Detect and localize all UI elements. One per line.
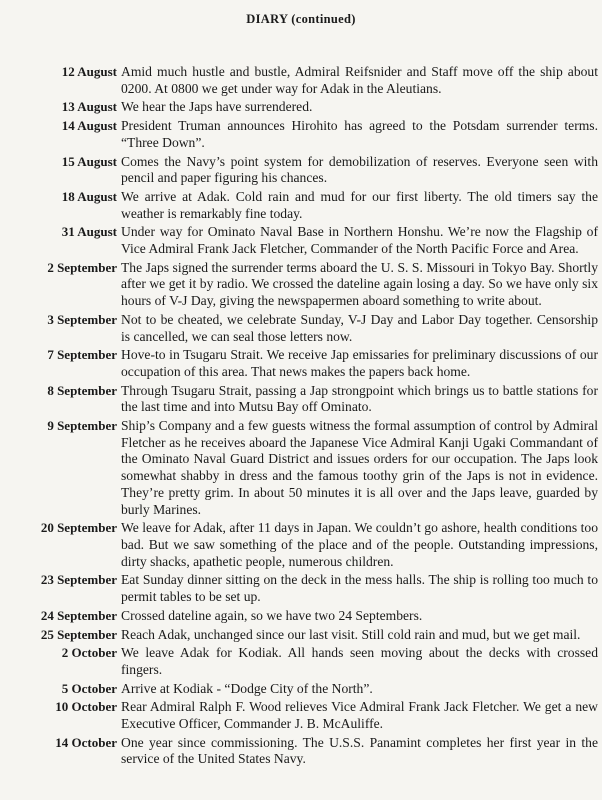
diary-entry	[8, 154, 598, 187]
entry-date: 10 October	[55, 699, 117, 715]
diary-entry	[8, 99, 598, 116]
entry-date: 7 September	[47, 347, 117, 363]
entry-text: Amid much hustle and bustle, Admiral Reifsnider and Staff move off the ship about 0200. At 0800 we get under way for Adak in the Aleutians.	[121, 64, 598, 96]
entry-text: Ship’s Company and a few guests witness the formal assumption of control by Admiral Fletcher as he receives aboard the Japanese Vice Admiral Kanji Ugaki Commandant of the Ominato Naval Guard District and issues orders for our occupation. The Japs look somewhat shabby in dress and the famous toothy grin of the Japs is not in evidence. They’re pretty grim. In about 50 minutes it is all over and the Japs leave, guarded by burly Marines.	[121, 418, 598, 517]
diary-entry	[8, 189, 598, 222]
diary-entry	[8, 118, 598, 151]
entry-date: 15 August	[61, 153, 117, 169]
diary-entry	[8, 681, 598, 698]
entry-text: Under way for Ominato Naval Base in Northern Honshu. We’re now the Flagship of Vice Admiral Frank Jack Fletcher, Commander of the North Pacific Force and Area.	[121, 224, 598, 257]
diary-entries	[8, 64, 598, 770]
entry-text: Rear Admiral Ralph F. Wood relieves Vice Admiral Frank Jack Fletcher. We get a new Executive Officer, Commander J. B. McAuliffe.	[121, 699, 598, 732]
diary-entry	[8, 735, 598, 768]
diary-entry	[8, 572, 598, 605]
entry-date: 23 September	[40, 572, 117, 588]
entry-date: 2 September	[47, 259, 117, 275]
entry-text: President Truman announces Hirohito has agreed to the Potsdam surrender terms. “Three Down”.	[121, 118, 598, 150]
entry-date: 31 August	[61, 224, 117, 240]
entry-date: 8 September	[47, 382, 117, 398]
entry-date: 14 August	[61, 118, 117, 134]
entry-date: 25 September	[40, 626, 117, 642]
entry-text: One year since commissioning. The U.S.S. Panamint completes her first year in the service of the United States Navy.	[121, 734, 598, 767]
diary-entry	[8, 312, 598, 345]
diary-entry	[8, 260, 598, 310]
entry-text: Arrive at Kodiak - “Dodge City of the North”.	[121, 680, 373, 696]
entry-date: 20 September	[40, 520, 117, 536]
entry-text: Reach Adak, unchanged since our last visit. Still cold rain and mud, but we get mail.	[121, 626, 581, 642]
entry-text: Comes the Navy’s point system for demobilization of reserves. Everyone seen with pencil and paper figuring his chances.	[121, 153, 598, 186]
diary-entry	[8, 645, 598, 678]
page-title: DIARY (continued)	[246, 12, 356, 26]
entry-date: 24 September	[40, 607, 117, 623]
diary-entry	[8, 224, 598, 257]
entry-date: 2 October	[61, 645, 117, 661]
entry-date: 5 October	[61, 680, 117, 696]
entry-text: Through Tsugaru Strait, passing a Jap strongpoint which brings us to battle stations for the last time and into Mutsu Bay off Ominato.	[121, 382, 598, 415]
entry-text: The Japs signed the surrender terms aboard the U. S. S. Missouri in Tokyo Bay. Shortly after we get it by radio. We crossed the dateline again losing a day. So we have only six hours of V-J Day, giving the newspapermen aboard something to write about.	[121, 259, 598, 309]
entry-text: We hear the Japs have surrendered.	[121, 99, 313, 115]
entry-text: Not to be cheated, we celebrate Sunday, V-J Day and Labor Day together. Censorship is cancelled, we can seal those letters now.	[121, 311, 598, 344]
diary-entry	[8, 383, 598, 416]
entry-text: We leave for Adak, after 11 days in Japan. We couldn’t go ashore, health conditions too bad. But we saw something of the place and of the people. Outstanding impressions, dirty shacks, apathetic people, numerous children.	[121, 520, 598, 569]
diary-entry	[8, 64, 598, 97]
entry-text: We leave Adak for Kodiak. All hands seen moving about the decks with crossed fingers.	[121, 645, 598, 677]
entry-date: 14 October	[55, 734, 117, 750]
entry-date: 3 September	[47, 311, 117, 327]
entry-text: We arrive at Adak. Cold rain and mud for our first liberty. The old timers say the weather is remarkably fine today.	[121, 188, 598, 221]
entry-date: 9 September	[47, 418, 117, 434]
entry-date: 12 August	[61, 64, 117, 79]
entry-text: Eat Sunday dinner sitting on the deck in the mess halls. The ship is rolling too much to permit tables to be set up.	[121, 572, 598, 605]
diary-entry	[8, 699, 598, 732]
diary-entry	[8, 347, 598, 380]
diary-entry	[8, 608, 598, 625]
entry-text: Crossed dateline again, so we have two 24 Septembers.	[121, 607, 423, 623]
diary-entry	[8, 418, 598, 518]
entry-date: 13 August	[61, 99, 117, 115]
diary-entry	[8, 627, 598, 644]
entry-text: Hove-to in Tsugaru Strait. We receive Jap emissaries for preliminary discussions of our occupation of this area. That news makes the papers back home.	[121, 347, 598, 379]
diary-entry	[8, 520, 598, 570]
entry-date: 18 August	[61, 188, 117, 204]
